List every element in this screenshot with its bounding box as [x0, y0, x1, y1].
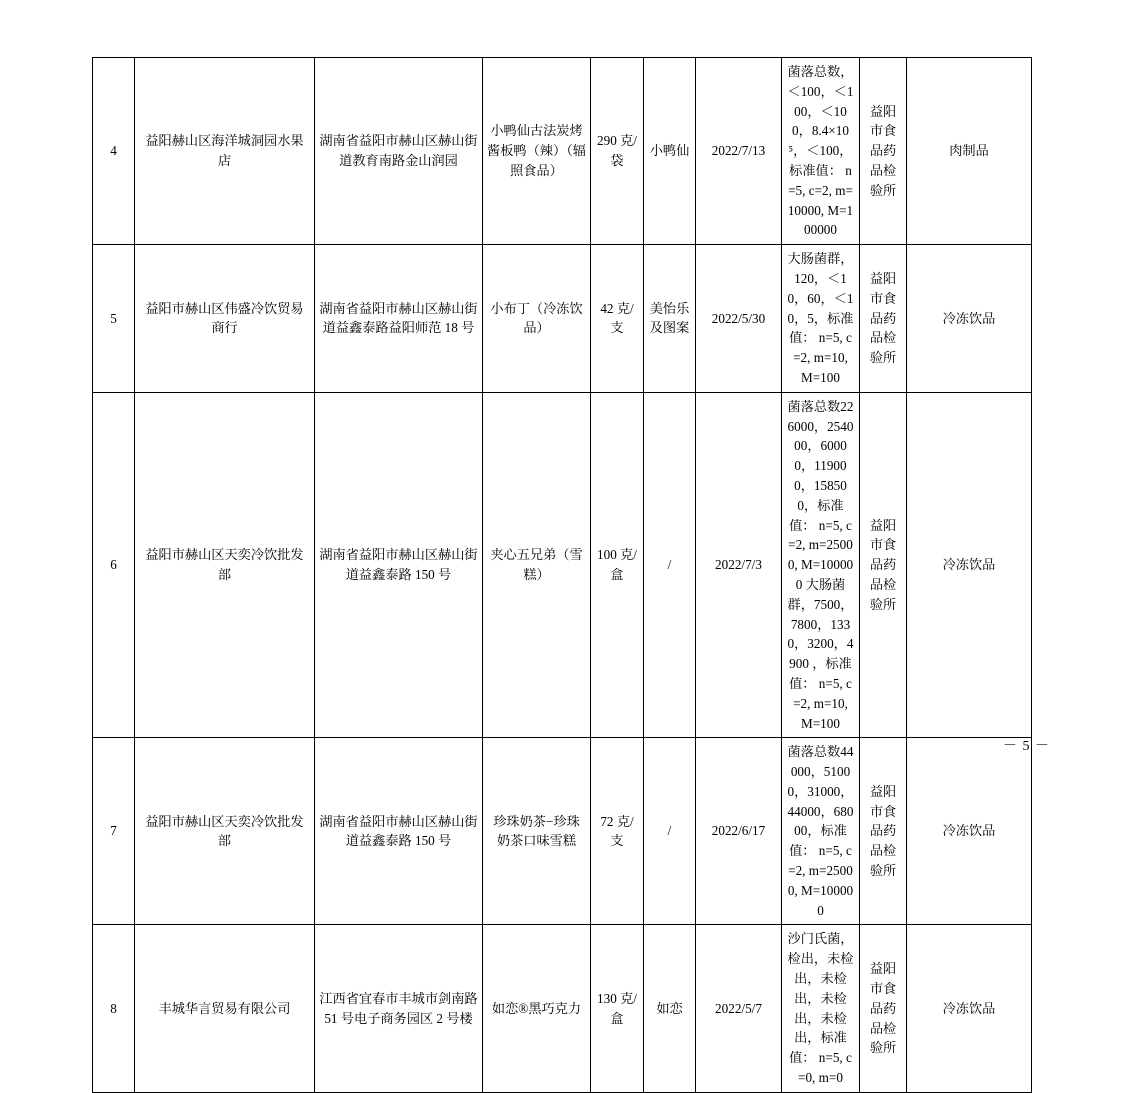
cell-product: 小布丁（冷冻饮品）	[483, 245, 591, 393]
cell-category: 冷冻饮品	[907, 245, 1032, 393]
cell-detection: 大肠菌群，120，＜10，60，＜10，5，标准值： n=5, c=2, m=10, M=100	[782, 245, 860, 393]
cell-index: 5	[93, 245, 135, 393]
cell-unit-address: 江西省宜春市丰城市剑南路 51 号电子商务园区 2 号楼	[315, 925, 483, 1092]
cell-detection: 菌落总数226000，254000，60000，119000，158500，标准值： n=5, c=2, m=25000, M=100000 大肠菌群，7500，7800，1330，3200，4900 ，标准值： n=5, c=2, m=10, M=100	[782, 392, 860, 738]
table-row	[93, 392, 1032, 738]
cell-index: 4	[93, 58, 135, 245]
cell-brand: /	[644, 392, 696, 738]
cell-product: 小鸭仙古法炭烤酱板鸭（辣）（辐照食品）	[483, 58, 591, 245]
cell-brand: /	[644, 738, 696, 925]
cell-unit-address: 湖南省益阳市赫山区赫山街道益鑫泰路 150 号	[315, 738, 483, 925]
table-row	[93, 738, 1032, 925]
cell-brand: 小鸭仙	[644, 58, 696, 245]
cell-unit-name: 益阳市赫山区天奕冷饮批发部	[135, 392, 315, 738]
cell-spec: 72 克/支	[591, 738, 644, 925]
cell-date: 2022/5/7	[696, 925, 782, 1092]
table-row	[93, 245, 1032, 393]
cell-date: 2022/7/3	[696, 392, 782, 738]
table-row	[93, 925, 1032, 1092]
cell-spec: 42 克/支	[591, 245, 644, 393]
page-number: － 5 －	[1003, 739, 1050, 754]
cell-unit-address: 湖南省益阳市赫山区赫山街道益鑫泰路益阳师范 18 号	[315, 245, 483, 393]
table-row	[93, 58, 1032, 245]
cell-spec: 290 克/袋	[591, 58, 644, 245]
cell-unit-name: 益阳市赫山区天奕冷饮批发部	[135, 738, 315, 925]
cell-brand: 美怡乐及图案	[644, 245, 696, 393]
cell-category: 冷冻饮品	[907, 925, 1032, 1092]
inspection-results-table	[92, 57, 1032, 1093]
cell-detection: 菌落总数，＜100，＜100，＜100，8.4×10⁵，＜100，标准值： n=5, c=2, m=10000, M=100000	[782, 58, 860, 245]
cell-detection: 沙门氏菌，检出，未检出，未检出，未检出，未检出，标准值： n=5, c=0, m=0	[782, 925, 860, 1092]
cell-product: 如恋®黑巧克力	[483, 925, 591, 1092]
cell-product: 珍珠奶茶−珍珠奶茶口味雪糕	[483, 738, 591, 925]
cell-unit-address: 湖南省益阳市赫山区赫山街道教育南路金山润园	[315, 58, 483, 245]
cell-unit-name: 益阳赫山区海洋城洞园水果店	[135, 58, 315, 245]
cell-index: 7	[93, 738, 135, 925]
cell-brand: 如恋	[644, 925, 696, 1092]
cell-agency: 益阳市食品药品检验所	[860, 738, 907, 925]
cell-spec: 100 克/盒	[591, 392, 644, 738]
cell-agency: 益阳市食品药品检验所	[860, 392, 907, 738]
cell-index: 8	[93, 925, 135, 1092]
cell-unit-address: 湖南省益阳市赫山区赫山街道益鑫泰路 150 号	[315, 392, 483, 738]
cell-unit-name: 丰城华言贸易有限公司	[135, 925, 315, 1092]
cell-index: 6	[93, 392, 135, 738]
cell-product: 夹心五兄弟（雪糕）	[483, 392, 591, 738]
cell-detection: 菌落总数44000，51000，31000，44000，68000，标准值： n=5, c=2, m=25000, M=100000	[782, 738, 860, 925]
cell-category: 肉制品	[907, 58, 1032, 245]
cell-agency: 益阳市食品药品检验所	[860, 58, 907, 245]
cell-date: 2022/6/17	[696, 738, 782, 925]
cell-category: 冷冻饮品	[907, 392, 1032, 738]
cell-unit-name: 益阳市赫山区伟盛冷饮贸易商行	[135, 245, 315, 393]
cell-category: 冷冻饮品	[907, 738, 1032, 925]
cell-spec: 130 克/盒	[591, 925, 644, 1092]
cell-date: 2022/5/30	[696, 245, 782, 393]
cell-agency: 益阳市食品药品检验所	[860, 925, 907, 1092]
cell-agency: 益阳市食品药品检验所	[860, 245, 907, 393]
cell-date: 2022/7/13	[696, 58, 782, 245]
